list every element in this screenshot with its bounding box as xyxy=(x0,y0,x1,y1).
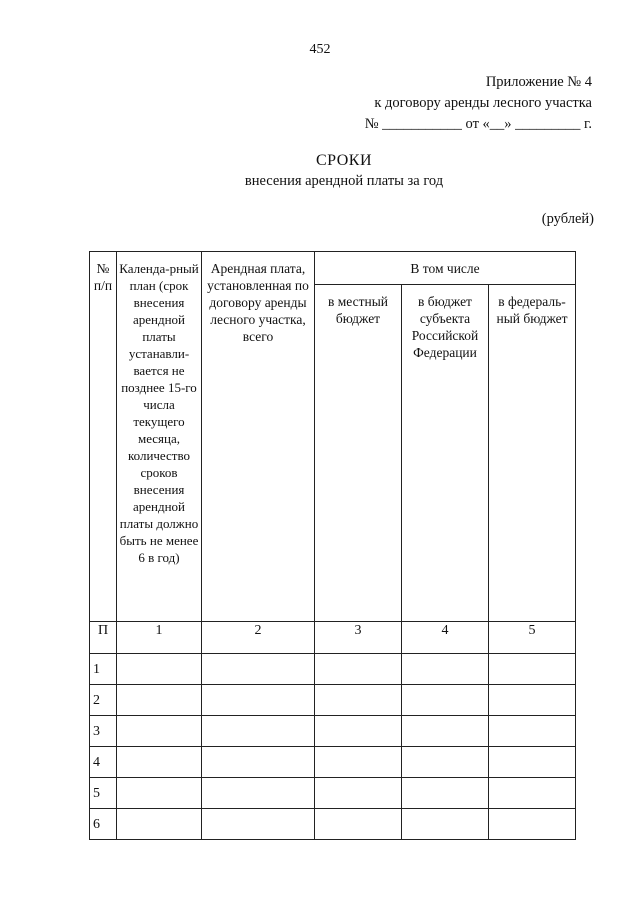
row-index: 5 xyxy=(90,778,117,809)
table-cell xyxy=(489,809,576,840)
table-cell xyxy=(489,716,576,747)
table-cell xyxy=(402,747,489,778)
row-index: 2 xyxy=(90,685,117,716)
header-rent-total: Арендная плата, установленная по договору аренды лесного участка, всего xyxy=(202,252,315,622)
column-number: 1 xyxy=(117,622,202,654)
table-cell xyxy=(202,685,315,716)
row-index: 3 xyxy=(90,716,117,747)
table-cell xyxy=(117,654,202,685)
table-cell xyxy=(202,747,315,778)
table-cell xyxy=(202,716,315,747)
table-cell xyxy=(117,809,202,840)
table-header-row xyxy=(90,252,576,285)
table-cell xyxy=(202,778,315,809)
document-title: СРОКИ xyxy=(315,152,373,169)
appendix-reference: к договору аренды лесного участка xyxy=(374,95,592,111)
document-subtitle: внесения арендной платы за год xyxy=(244,173,444,189)
header-row-number: № п/п xyxy=(90,252,117,622)
rent-schedule-table xyxy=(89,251,576,840)
column-number: 3 xyxy=(315,622,402,654)
column-number: 5 xyxy=(489,622,576,654)
table-cell xyxy=(315,716,402,747)
appendix-contract-number: № ___________ от «__» _________ г. xyxy=(364,116,592,132)
column-number: 2 xyxy=(202,622,315,654)
table-cell xyxy=(402,716,489,747)
table-cell xyxy=(117,685,202,716)
column-number: П xyxy=(90,622,117,654)
table-cell xyxy=(489,747,576,778)
header-federal-budget: в федераль-ный бюджет xyxy=(489,285,576,622)
header-local-budget: в местный бюджет xyxy=(315,285,402,622)
header-regional-budget: в бюджет субъекта Российской Федерации xyxy=(402,285,489,622)
table-cell xyxy=(402,685,489,716)
table-cell xyxy=(315,778,402,809)
table-row xyxy=(90,654,576,685)
header-including: В том числе xyxy=(315,252,576,285)
table-cell xyxy=(315,809,402,840)
table-row xyxy=(90,809,576,840)
row-index: 6 xyxy=(90,809,117,840)
table-row xyxy=(90,685,576,716)
units-label: (рублей) xyxy=(541,211,594,227)
table-cell xyxy=(402,654,489,685)
table-cell xyxy=(117,778,202,809)
header-calendar-plan: Календа-рный план (срок внесения арендной платы устанавли-вается не позднее 15-го числа текущего месяца, количество сроков внесения арендной платы должно быть не менее 6 в год) xyxy=(117,252,202,622)
row-index: 1 xyxy=(90,654,117,685)
table-cell xyxy=(117,747,202,778)
column-number: 4 xyxy=(402,622,489,654)
table-cell xyxy=(202,809,315,840)
row-index: 4 xyxy=(90,747,117,778)
table-cell xyxy=(402,778,489,809)
table-cell xyxy=(202,654,315,685)
appendix-title: Приложение № 4 xyxy=(485,74,592,90)
table-cell xyxy=(489,778,576,809)
table-row xyxy=(90,778,576,809)
table-cell xyxy=(489,685,576,716)
table-cell xyxy=(402,809,489,840)
column-numbering-row xyxy=(90,622,576,654)
table-row xyxy=(90,747,576,778)
table-cell xyxy=(489,654,576,685)
table-cell xyxy=(315,747,402,778)
table-cell xyxy=(117,716,202,747)
table-row xyxy=(90,716,576,747)
table-cell xyxy=(315,654,402,685)
table-cell xyxy=(315,685,402,716)
page-number: 452 xyxy=(309,42,331,57)
